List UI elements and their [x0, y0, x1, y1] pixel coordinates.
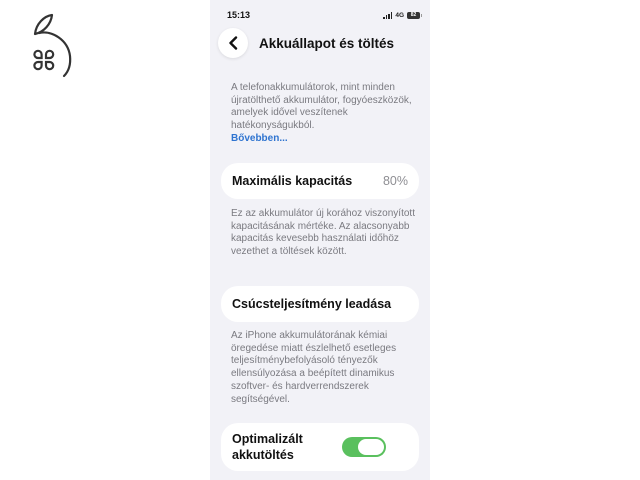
toggle-knob	[358, 439, 384, 455]
status-bar	[227, 8, 420, 22]
intro-text: A telefonakkumulátorok, mint minden újratölthető akkumulátor, fogyóeszközök, amelyek idővel veszítenek hatékonyságukból.	[231, 82, 412, 132]
phone-screen	[210, 0, 430, 480]
network-label: 4G	[395, 11, 404, 19]
page-title: Akkuállapot és töltés	[259, 35, 395, 51]
apple-clover-logo-icon	[22, 12, 74, 80]
optimized-charging-label: Optimalizált akkutöltés	[232, 432, 303, 462]
optimized-charging-row	[221, 423, 419, 471]
max-capacity-value: 80%	[382, 174, 408, 188]
signal-icon	[383, 12, 392, 19]
nav-bar	[218, 27, 422, 59]
peak-performance-description: Az iPhone akkumulátorának kémiai öregedése miatt észlelhető esetleges teljesítménybefolyásoló tényezők ellensúlyozása a beépített dinamikus szoftver- és hardverrendszerek segítségével.	[231, 330, 397, 405]
chevron-left-icon	[228, 36, 238, 50]
brand-logo	[22, 12, 74, 80]
learn-more-link[interactable]: Bővebben...	[231, 132, 288, 144]
intro-text-block	[231, 82, 420, 146]
max-capacity-row	[221, 163, 419, 199]
back-button[interactable]	[218, 28, 248, 58]
max-capacity-description: Ez az akkumulátor új korához viszonyított kapacitásának mértéke. Az alacsonyabb kapacitás kevesebb használati időhöz vezethet a töltések között.	[231, 208, 415, 258]
peak-performance-label: Csúcsteljesítmény leadása	[232, 297, 392, 311]
status-time: 15:13	[227, 10, 251, 20]
battery-icon: 82	[407, 12, 420, 19]
max-capacity-label: Maximális kapacitás	[232, 174, 353, 188]
optimized-charging-toggle[interactable]	[342, 437, 386, 457]
peak-performance-row[interactable]	[221, 286, 419, 322]
